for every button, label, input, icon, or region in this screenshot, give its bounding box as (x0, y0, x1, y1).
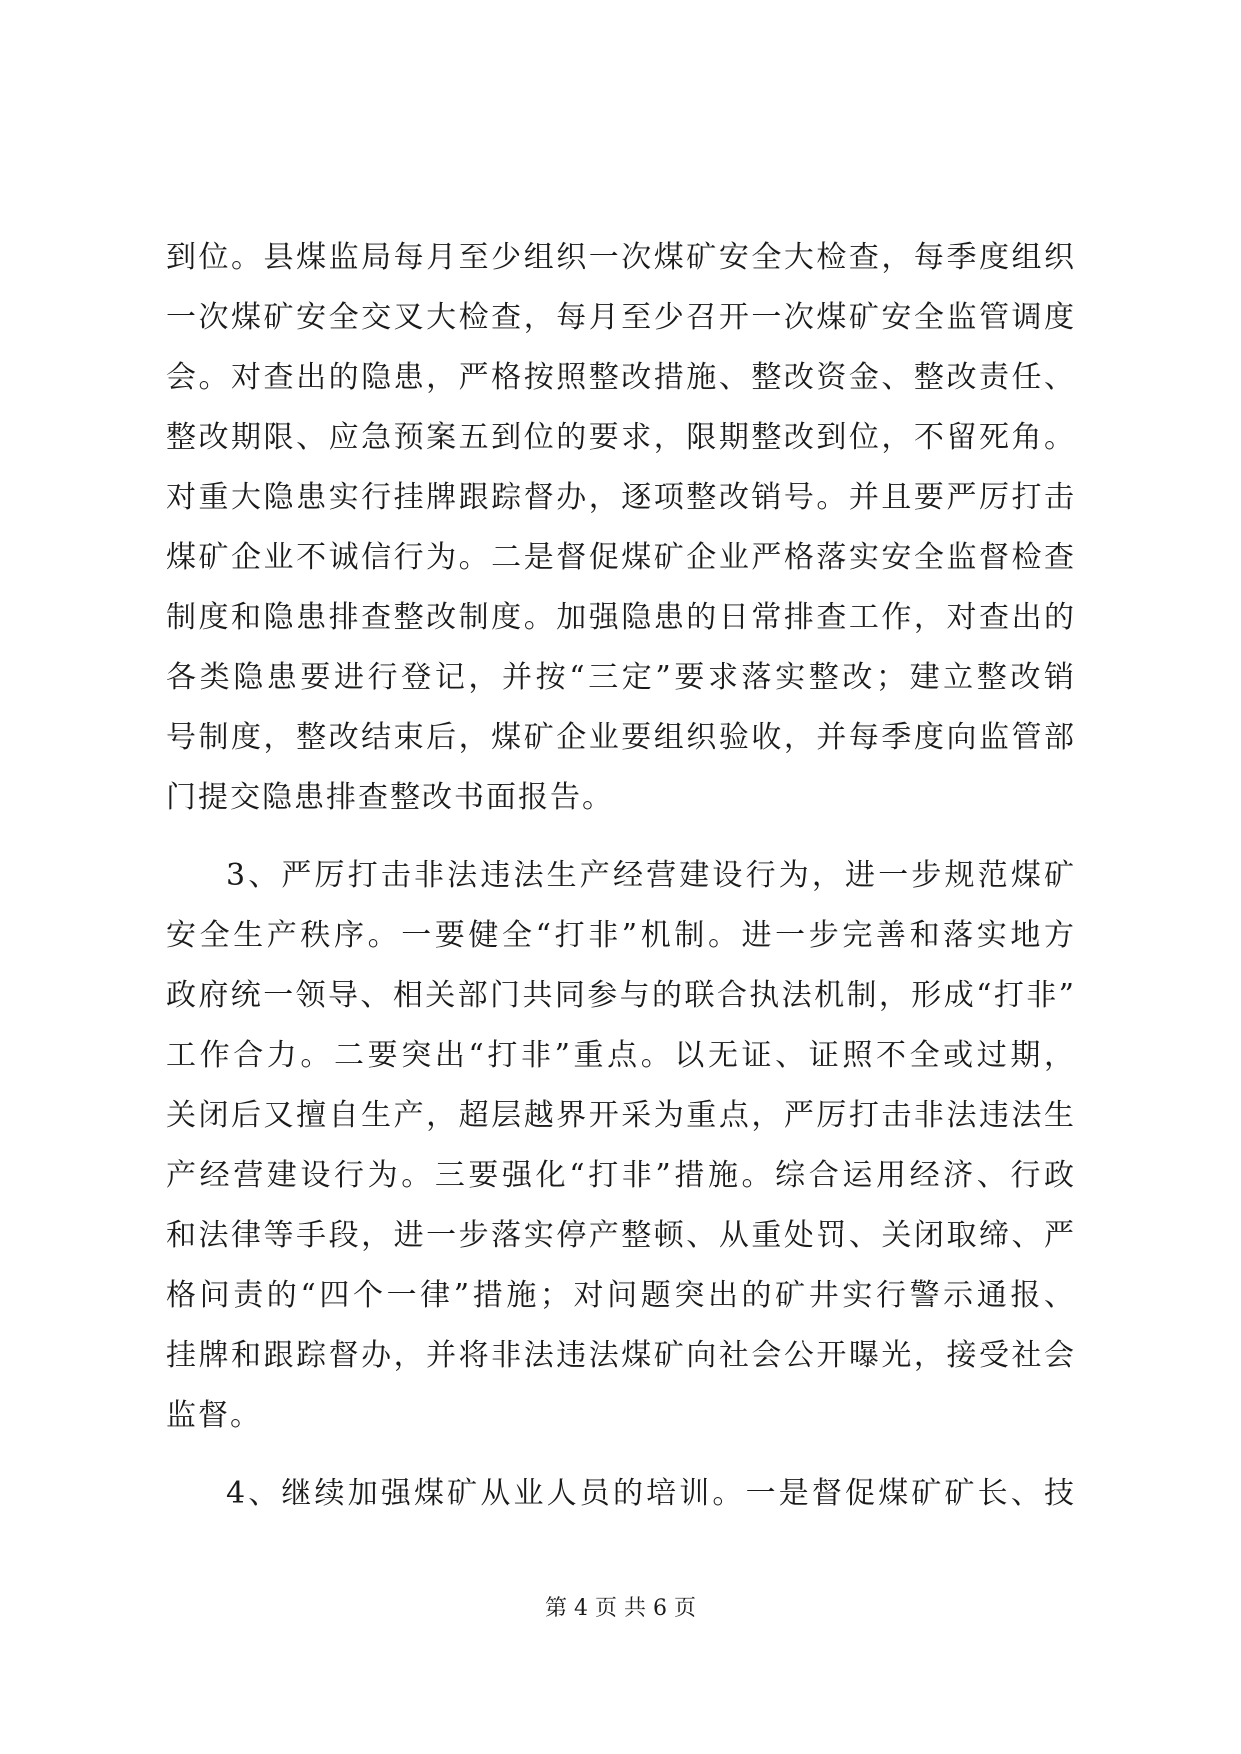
paragraph-2 (166, 846, 1076, 1446)
paragraph-spacer (166, 1446, 1076, 1464)
text-line: 3、严厉打击非法违法生产经营建设行为，进一步规范煤矿 (226, 858, 1076, 893)
text-line: 一次煤矿安全交叉大检查，每月至少召开一次煤矿安全监管调度 (166, 300, 1076, 335)
text-line: 对重大隐患实行挂牌跟踪督办，逐项整改销号。并且要严厉打击 (166, 480, 1076, 515)
text-line: 4、继续加强煤矿从业人员的培训。一是督促煤矿矿长、技 (226, 1476, 1076, 1511)
text-line: 政府统一领导、相关部门共同参与的联合执法机制，形成“打非” (166, 978, 1076, 1013)
document-body (166, 228, 1076, 1524)
text-line: 煤矿企业不诚信行为。二是督促煤矿企业严格落实安全监督检查 (166, 540, 1076, 575)
text-line: 整改期限、应急预案五到位的要求，限期整改到位，不留死角。 (166, 420, 1076, 455)
paragraph-spacer (166, 828, 1076, 846)
text-line: 监督。 (166, 1398, 262, 1433)
text-line: 门提交隐患排查整改书面报告。 (166, 780, 614, 815)
text-line: 产经营建设行为。三要强化“打非”措施。综合运用经济、行政 (166, 1158, 1076, 1193)
text-line: 号制度，整改结束后，煤矿企业要组织验收，并每季度向监管部 (166, 720, 1076, 755)
text-line: 各类隐患要进行登记，并按“三定”要求落实整改；建立整改销 (166, 660, 1076, 695)
text-line: 制度和隐患排查整改制度。加强隐患的日常排查工作，对查出的 (166, 600, 1076, 635)
text-line: 工作合力。二要突出“打非”重点。以无证、证照不全或过期， (166, 1038, 1076, 1073)
text-line: 到位。县煤监局每月至少组织一次煤矿安全大检查，每季度组织 (166, 240, 1076, 275)
paragraph-3 (166, 1464, 1076, 1524)
page-number: 第 4 页 共 6 页 (545, 1596, 696, 1621)
text-line: 会。对查出的隐患，严格按照整改措施、整改资金、整改责任、 (166, 360, 1076, 395)
text-line: 关闭后又擅自生产，超层越界开采为重点，严厉打击非法违法生 (166, 1098, 1076, 1133)
text-line: 格问责的“四个一律”措施；对问题突出的矿井实行警示通报、 (166, 1278, 1076, 1313)
text-line: 和法律等手段，进一步落实停产整顿、从重处罚、关闭取缔、严 (166, 1218, 1076, 1253)
text-line: 挂牌和跟踪督办，并将非法违法煤矿向社会公开曝光，接受社会 (166, 1338, 1076, 1373)
page-footer (0, 1594, 1241, 1624)
text-line: 安全生产秩序。一要健全“打非”机制。进一步完善和落实地方 (166, 918, 1076, 953)
paragraph-1 (166, 228, 1076, 828)
